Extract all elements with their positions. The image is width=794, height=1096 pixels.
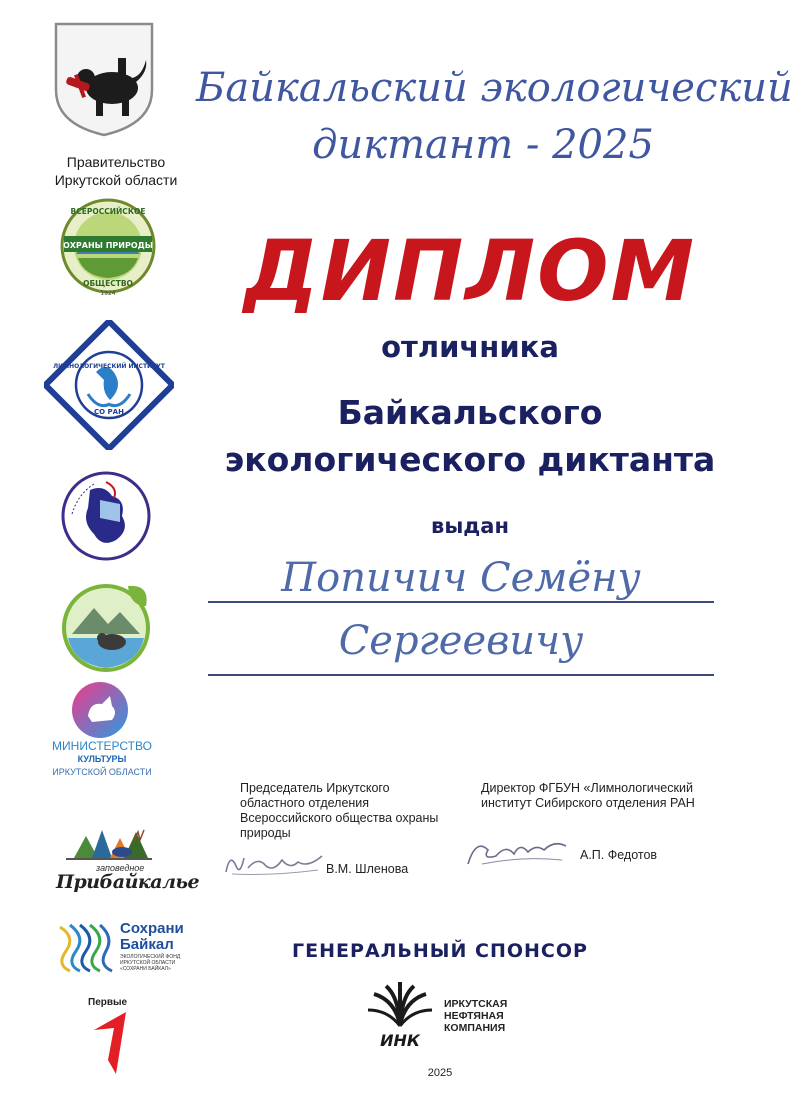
- header-script-line2: диктант - 2025: [312, 122, 654, 168]
- diploma-subtitle-line3: экологического диктанта: [224, 440, 716, 479]
- nature-society-year: 1924: [100, 290, 116, 297]
- culture-caption-line2: КУЛЬТУРЫ: [77, 754, 127, 764]
- government-caption-line1: Правительство: [66, 154, 166, 170]
- limnological-institute-logo: [44, 320, 174, 450]
- sponsor-company-line3: КОМПАНИЯ: [444, 1022, 506, 1034]
- nature-society-band-text: ОХРАНЫ ПРИРОДЫ: [62, 241, 154, 250]
- nature-society-ring-text: ВСЕРОССИЙСКОЕ: [70, 207, 146, 216]
- right-signer-name: А.П. Федотов: [580, 848, 658, 862]
- recipient-underline-2: [208, 674, 714, 676]
- ministry-of-education-logo: [60, 470, 152, 562]
- sohrani-baikal-logo: [56, 921, 116, 973]
- sponsor-company-line1: ИРКУТСКАЯ: [444, 998, 508, 1010]
- footer-year: 2025: [427, 1067, 453, 1079]
- ministry-of-natural-resources-logo: [58, 578, 154, 674]
- recipient-name-line2: Сергеевичу: [338, 618, 584, 664]
- right-signer-position: Директор ФГБУН «Лимнологический институт Сибирского отделения РАН: [481, 781, 695, 810]
- pribaikalye-caption: Прибайкалье: [56, 871, 200, 893]
- ink-logo-letters: ИНК: [380, 1031, 420, 1050]
- left-signer-position: Председатель Иркутского областного отделения Всероссийского общества охраны природы: [240, 781, 439, 840]
- culture-caption-line3: ИРКУТСКОЙ ОБЛАСТИ: [52, 767, 152, 777]
- right-signature-image: [462, 834, 572, 875]
- government-caption-line2: Иркутской области: [54, 172, 178, 188]
- pribaikalye-reserve-logo: [64, 818, 154, 864]
- issued-label: выдан: [431, 514, 509, 538]
- sponsor-company-line2: НЕФТЯНАЯ: [444, 1010, 504, 1022]
- irkutsk-coat-of-arms-logo: [52, 20, 156, 138]
- ink-company-logo: [364, 980, 436, 1052]
- recipient-name-line1: Попичич Семёну: [281, 555, 641, 601]
- nature-society-bottom-text: ОБЩЕСТВО: [83, 279, 133, 288]
- limnological-sub-text: СО РАН: [94, 408, 124, 416]
- ministry-of-culture-logo: [68, 680, 132, 740]
- header-script-line1: Байкальский экологический: [196, 65, 793, 111]
- general-sponsor-heading: ГЕНЕРАЛЬНЫЙ СПОНСОР: [292, 940, 588, 962]
- sohrani-small-caption: ЭКОЛОГИЧЕСКИЙ ФОНД ИРКУТСКОЙ ОБЛАСТИ «СОХРАНИ БАЙКАЛ»: [120, 954, 181, 972]
- diploma-title: ДИПЛОМ: [243, 222, 697, 320]
- left-signer-name: В.М. Шленова: [326, 862, 409, 876]
- diploma-subtitle-line1: отличника: [381, 330, 559, 364]
- nature-protection-society-logo: [58, 196, 158, 298]
- zapovednoe-caption: заповедное: [96, 863, 145, 873]
- limnological-ring-text: ЛИМНОЛОГИЧЕСКИЙ ИНСТИТУТ: [53, 363, 165, 370]
- left-signature-image: [222, 846, 326, 885]
- ministry-of-culture-caption: [44, 740, 160, 779]
- sohrani-caption-line1: Сохрани: [120, 920, 184, 937]
- sponsor-company-name: [444, 998, 507, 1034]
- recipient-underline-1: [208, 601, 714, 603]
- government-caption: [28, 153, 204, 189]
- sohrani-caption-line2: Байкал: [120, 936, 174, 953]
- diploma-subtitle-line2: Байкальского: [337, 393, 603, 432]
- culture-caption-line1: МИНИСТЕРСТВО: [52, 739, 152, 753]
- pervye-logo: [92, 1010, 132, 1076]
- pervye-caption: Первые: [88, 997, 128, 1008]
